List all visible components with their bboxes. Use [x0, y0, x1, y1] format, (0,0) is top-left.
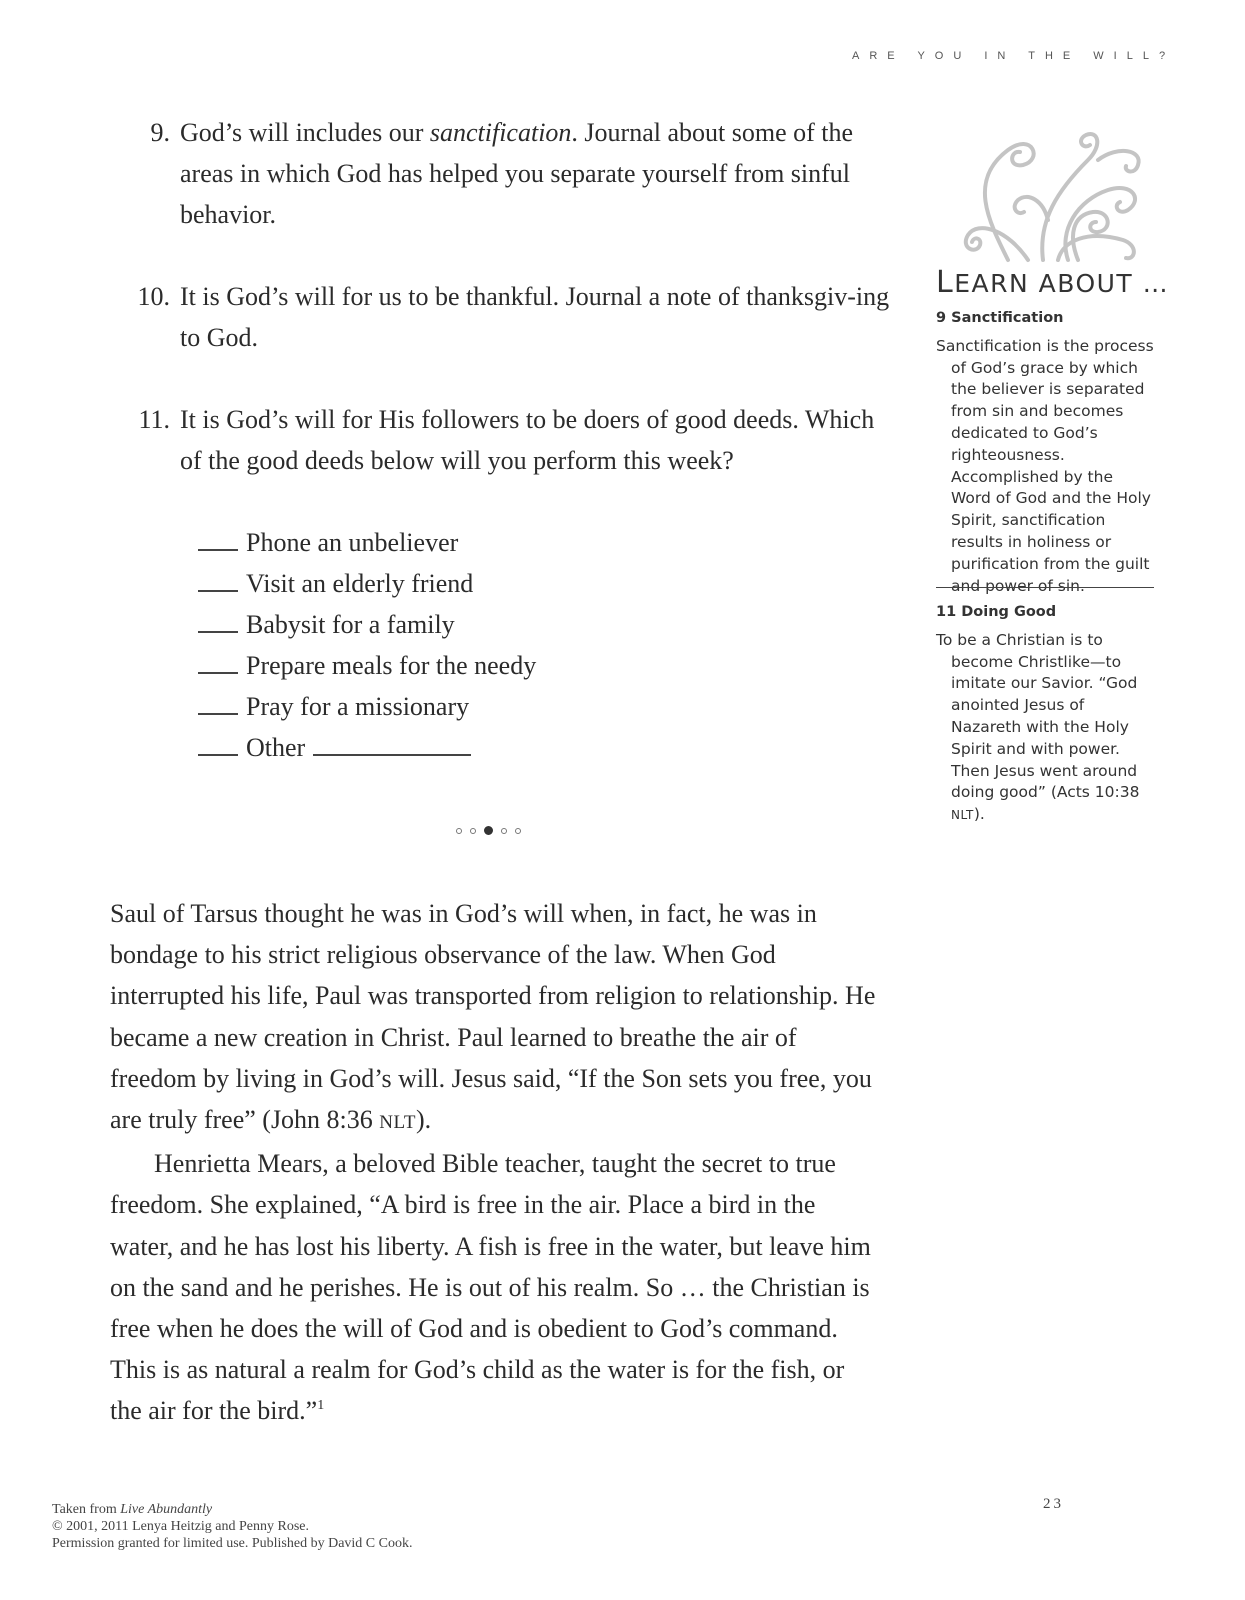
entry-body-text: To be a Christian is to become Christlike—to imitate our Savior. “God anointed Jesus of Nazareth with the Holy Spirit and with power. Then Jesus went around doing good” (Acts 10:38	[936, 630, 1140, 802]
page-number: 23	[1043, 1496, 1064, 1512]
running-head: ARE YOU IN THE WILL?	[852, 50, 1176, 62]
deed-label: Babysit for a family	[246, 610, 455, 639]
deed-item	[198, 686, 536, 727]
divider-dot	[470, 828, 476, 834]
deed-item	[198, 522, 536, 563]
checkbox-blank[interactable]	[198, 527, 238, 551]
deed-label: Visit an elderly friend	[246, 569, 474, 598]
footer-source	[52, 1501, 412, 1518]
deed-item	[198, 645, 536, 686]
question-number: 11.	[138, 405, 170, 434]
entry-body: Sanctification is the process of God’s grace by which the believer is separated from sin and becomes dedicated to God’s righteousness. Accomplished by the Word of God and the Holy Spirit, sanctification results in holiness or purification from the guilt and power of sin.	[936, 336, 1154, 595]
question-text: It is God’s will for us to be thankful. Journal a note of thanksgiv-ing to God.	[180, 282, 890, 352]
divider-dot	[456, 828, 462, 834]
copyright-footer	[52, 1501, 412, 1552]
entry-body-end: ).	[973, 805, 985, 824]
deed-label: Pray for a missionary	[246, 692, 470, 721]
body-text	[110, 893, 880, 1432]
question-text-after: . Journal about some of the areas in which God has helped you separate yourself from sinful behavior.	[180, 118, 854, 229]
question-text-before: God’s will includes our	[180, 118, 430, 147]
paragraph-text: Henrietta Mears, a beloved Bible teacher, taught the secret to true freedom. She explained, “A bird is free in the air. Place a bird in the water, and he has lost his liberty. A fish is free in the water, but leave him on the sand and he perishes. He is out of his realm. So … the Christian is free when he does the will of God and is obedient to God’s command. This is as natural a realm for God’s child as the water is for the fish, or the air for the bird.”	[110, 1149, 871, 1426]
questions-section	[110, 112, 890, 522]
deed-label: Prepare meals for the needy	[246, 651, 537, 680]
question-number: 9.	[150, 118, 170, 147]
checkbox-blank[interactable]	[198, 568, 238, 592]
checkbox-blank[interactable]	[198, 650, 238, 674]
entry-body	[936, 630, 1156, 827]
sidebar-divider	[936, 587, 1154, 588]
footer-permission: Permission granted for limited use. Published by David C Cook.	[52, 1536, 413, 1551]
paragraph	[110, 1143, 880, 1431]
deed-item	[198, 604, 536, 645]
question-9	[110, 112, 890, 235]
question-number: 10.	[137, 282, 170, 311]
bible-version: NLT	[379, 1112, 416, 1134]
checkbox-blank[interactable]	[198, 732, 238, 756]
deed-label: Phone an unbeliever	[246, 528, 459, 557]
deed-item	[198, 563, 536, 604]
deed-label: Other	[246, 733, 306, 762]
paragraph-text-end: ).	[415, 1105, 432, 1135]
footer-book-title: Live Abundantly	[120, 1502, 213, 1517]
question-10	[110, 276, 890, 358]
question-11	[110, 399, 890, 481]
checkbox-blank[interactable]	[198, 609, 238, 633]
bible-version: NLT	[951, 808, 974, 823]
question-text: It is God’s will for His followers to be doers of good deeds. Which of the good deeds below will you perform this week?	[180, 405, 875, 475]
title-cap: L	[936, 265, 955, 300]
entry-heading: 11 Doing Good	[936, 604, 1057, 620]
checkbox-blank[interactable]	[198, 691, 238, 715]
divider-dot	[501, 828, 507, 834]
sidebar-entry-sanctification	[936, 308, 1156, 597]
flourish-ornament-icon	[948, 120, 1158, 270]
sidebar-title	[936, 265, 1169, 300]
sidebar-entry-doing-good	[936, 602, 1156, 827]
paragraph-text: Saul of Tarsus thought he was in God’s will when, in fact, he was in bondage to his strict religious observance of the law. When God interrupted his life, Paul was transported from religion to relationship. He became a new creation in Christ. Paul learned to breathe the air of freedom by living in God’s will. Jesus said, “If the Son sets you free, you are truly free” (John 8:36	[110, 899, 876, 1135]
divider-dot	[515, 828, 521, 834]
divider-dot-filled	[484, 826, 493, 835]
good-deeds-checklist	[198, 522, 536, 768]
section-divider-dots	[456, 826, 521, 835]
footer-taken-from: Taken from	[52, 1502, 121, 1517]
entry-heading: 9 Sanctification	[936, 310, 1064, 326]
footnote-marker[interactable]: 1	[317, 1398, 325, 1414]
question-italic-term: sanctification	[429, 118, 572, 147]
footer-copyright: © 2001, 2011 Lenya Heitzig and Penny Rose.	[52, 1519, 310, 1534]
other-fill-in-line[interactable]	[313, 732, 471, 756]
title-rest: EARN ABOUT …	[954, 269, 1170, 298]
paragraph	[110, 893, 880, 1143]
deed-item-other	[198, 727, 536, 768]
